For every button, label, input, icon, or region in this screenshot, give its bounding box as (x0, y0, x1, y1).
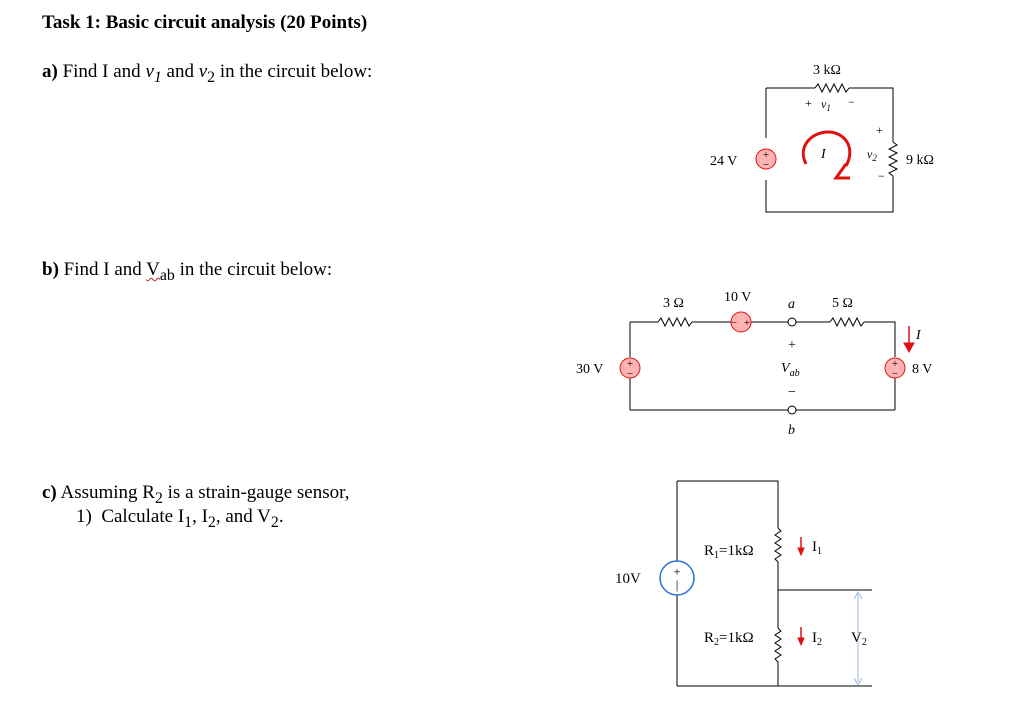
circuit-c-r2-sub: 2 (714, 637, 720, 648)
circuit-c-i2-main: I (812, 630, 817, 646)
part-c-label: c) (42, 482, 57, 503)
circuit-c-i2-arrowhead (798, 638, 804, 645)
circuit-b-resistor-right-label: 5 Ω (832, 296, 853, 311)
circuit-a-v1-plus: + (805, 96, 812, 110)
circuit-c-v2-label (851, 630, 867, 648)
circuit-a-v1-sub: 1 (826, 103, 831, 113)
circuit-c-resistor-r1 (775, 528, 781, 562)
part-c-item-sub2: 2 (207, 513, 216, 531)
circuit-a-current-label: I (821, 147, 826, 162)
circuit-c-wire-top (677, 481, 778, 528)
task-title: Task 1: Basic circuit analysis (20 Points) (42, 12, 368, 33)
part-a-v2-sub: 2 (207, 68, 216, 86)
circuit-b-node-a-label: a (788, 297, 795, 312)
part-c-item-number: 1) (76, 506, 92, 527)
circuit-a-v1-minus: − (848, 95, 855, 109)
part-a-v2-var: v (198, 61, 208, 82)
circuit-b-vab-sub: ab (789, 368, 800, 379)
circuit-a-v2-sub: 2 (872, 153, 877, 163)
circuit-b-30v-minus: − (626, 368, 634, 380)
circuit-c-i1-sub: 1 (817, 546, 822, 557)
part-c-item-end: . (278, 506, 284, 527)
circuit-c-i1-label (812, 539, 822, 557)
circuit-a-source-minus: − (762, 159, 770, 171)
part-c-text-pre: Assuming R (60, 482, 155, 503)
part-b-text-pre: Find I and (63, 259, 147, 280)
circuit-b-8v-plus: + (891, 358, 899, 370)
part-b-vab-sub: ab (159, 266, 175, 284)
circuit-b-source-left-label: 30 V (576, 362, 604, 377)
circuit-b-8v-minus: − (891, 368, 899, 380)
circuit-c-wire-bottom (677, 662, 872, 686)
circuit-c-source-plus: + (673, 564, 681, 579)
circuit-b-10v-minus: − (730, 317, 738, 329)
circuit-b-30v-plus: + (626, 358, 634, 370)
circuit-b-node-b-label: b (788, 423, 795, 438)
circuit-a-source-label: 24 V (710, 154, 738, 169)
circuit-a-source-plus: + (762, 149, 770, 161)
part-c-item-mid2: , and V (215, 506, 271, 527)
part-c-item-mid1: , I (192, 506, 208, 527)
circuit-b-vab-minus: − (788, 385, 796, 400)
part-b-label: b) (42, 259, 59, 280)
circuit-b-source-mid-label: 10 V (724, 290, 752, 305)
circuit-b-source-right-label: 8 V (912, 362, 933, 377)
circuit-b-vab-main: V (781, 361, 790, 376)
circuit-c-resistor-r2 (775, 628, 781, 662)
circuit-c-i1-arrowhead (798, 548, 804, 555)
circuit-c-r2-val: =1kΩ (719, 630, 754, 646)
circuit-c-r1-label (704, 543, 754, 561)
part-a-text-post: in the circuit below: (215, 61, 373, 82)
circuit-c-r2-main: R (704, 630, 715, 646)
circuit-a-v2-main: v (867, 147, 873, 161)
part-a-text-pre: Find I and (62, 61, 146, 82)
part-a-v1-var: v (145, 61, 154, 82)
circuit-a-v2-minus: − (878, 169, 885, 183)
circuit-c-r1-val: =1kΩ (719, 543, 754, 559)
circuit-c-v2-sub: 2 (861, 637, 867, 648)
circuit-c-r1-sub: 1 (714, 550, 720, 561)
circuit-b-vab-plus: + (788, 338, 796, 353)
circuit-c-r2-label (704, 630, 754, 648)
circuit-a-v1-main: v (821, 97, 827, 111)
circuit-c-i2-sub: 2 (817, 637, 822, 648)
part-c-r2-sub: 2 (154, 489, 163, 507)
part-b-text-post: in the circuit below: (174, 259, 333, 280)
circuit-c-i2-label (812, 630, 822, 648)
part-a-label: a) (42, 61, 58, 82)
circuit-a-resistor-right-label: 9 kΩ (906, 153, 934, 168)
part-c-text-post: is a strain-gauge sensor, (162, 482, 350, 503)
part-a-v1-sub: 1 (153, 68, 162, 86)
part-b-vab-main: V (146, 259, 160, 280)
circuit-b-resistor-left-label: 3 Ω (663, 296, 684, 311)
part-c-item-pre: Calculate I (101, 506, 185, 527)
circuit-c-r1-main: R (704, 543, 715, 559)
part-c-item-sub1: 1 (184, 513, 193, 531)
circuit-a-v2-plus: + (876, 123, 883, 137)
circuit-c-source-minus: | (675, 577, 679, 592)
circuit-c-source-label: 10V (615, 571, 641, 587)
circuit-c-i1-main: I (812, 539, 817, 555)
circuit-c-v2-main: V (851, 630, 862, 646)
circuit-a-resistor-top-label: 3 kΩ (813, 63, 841, 78)
circuit-b-10v-plus: + (743, 317, 751, 329)
part-c-item-sub3: 2 (270, 513, 279, 531)
circuit-b-current-label: I (916, 328, 921, 343)
part-a-text-and: and (161, 61, 199, 82)
